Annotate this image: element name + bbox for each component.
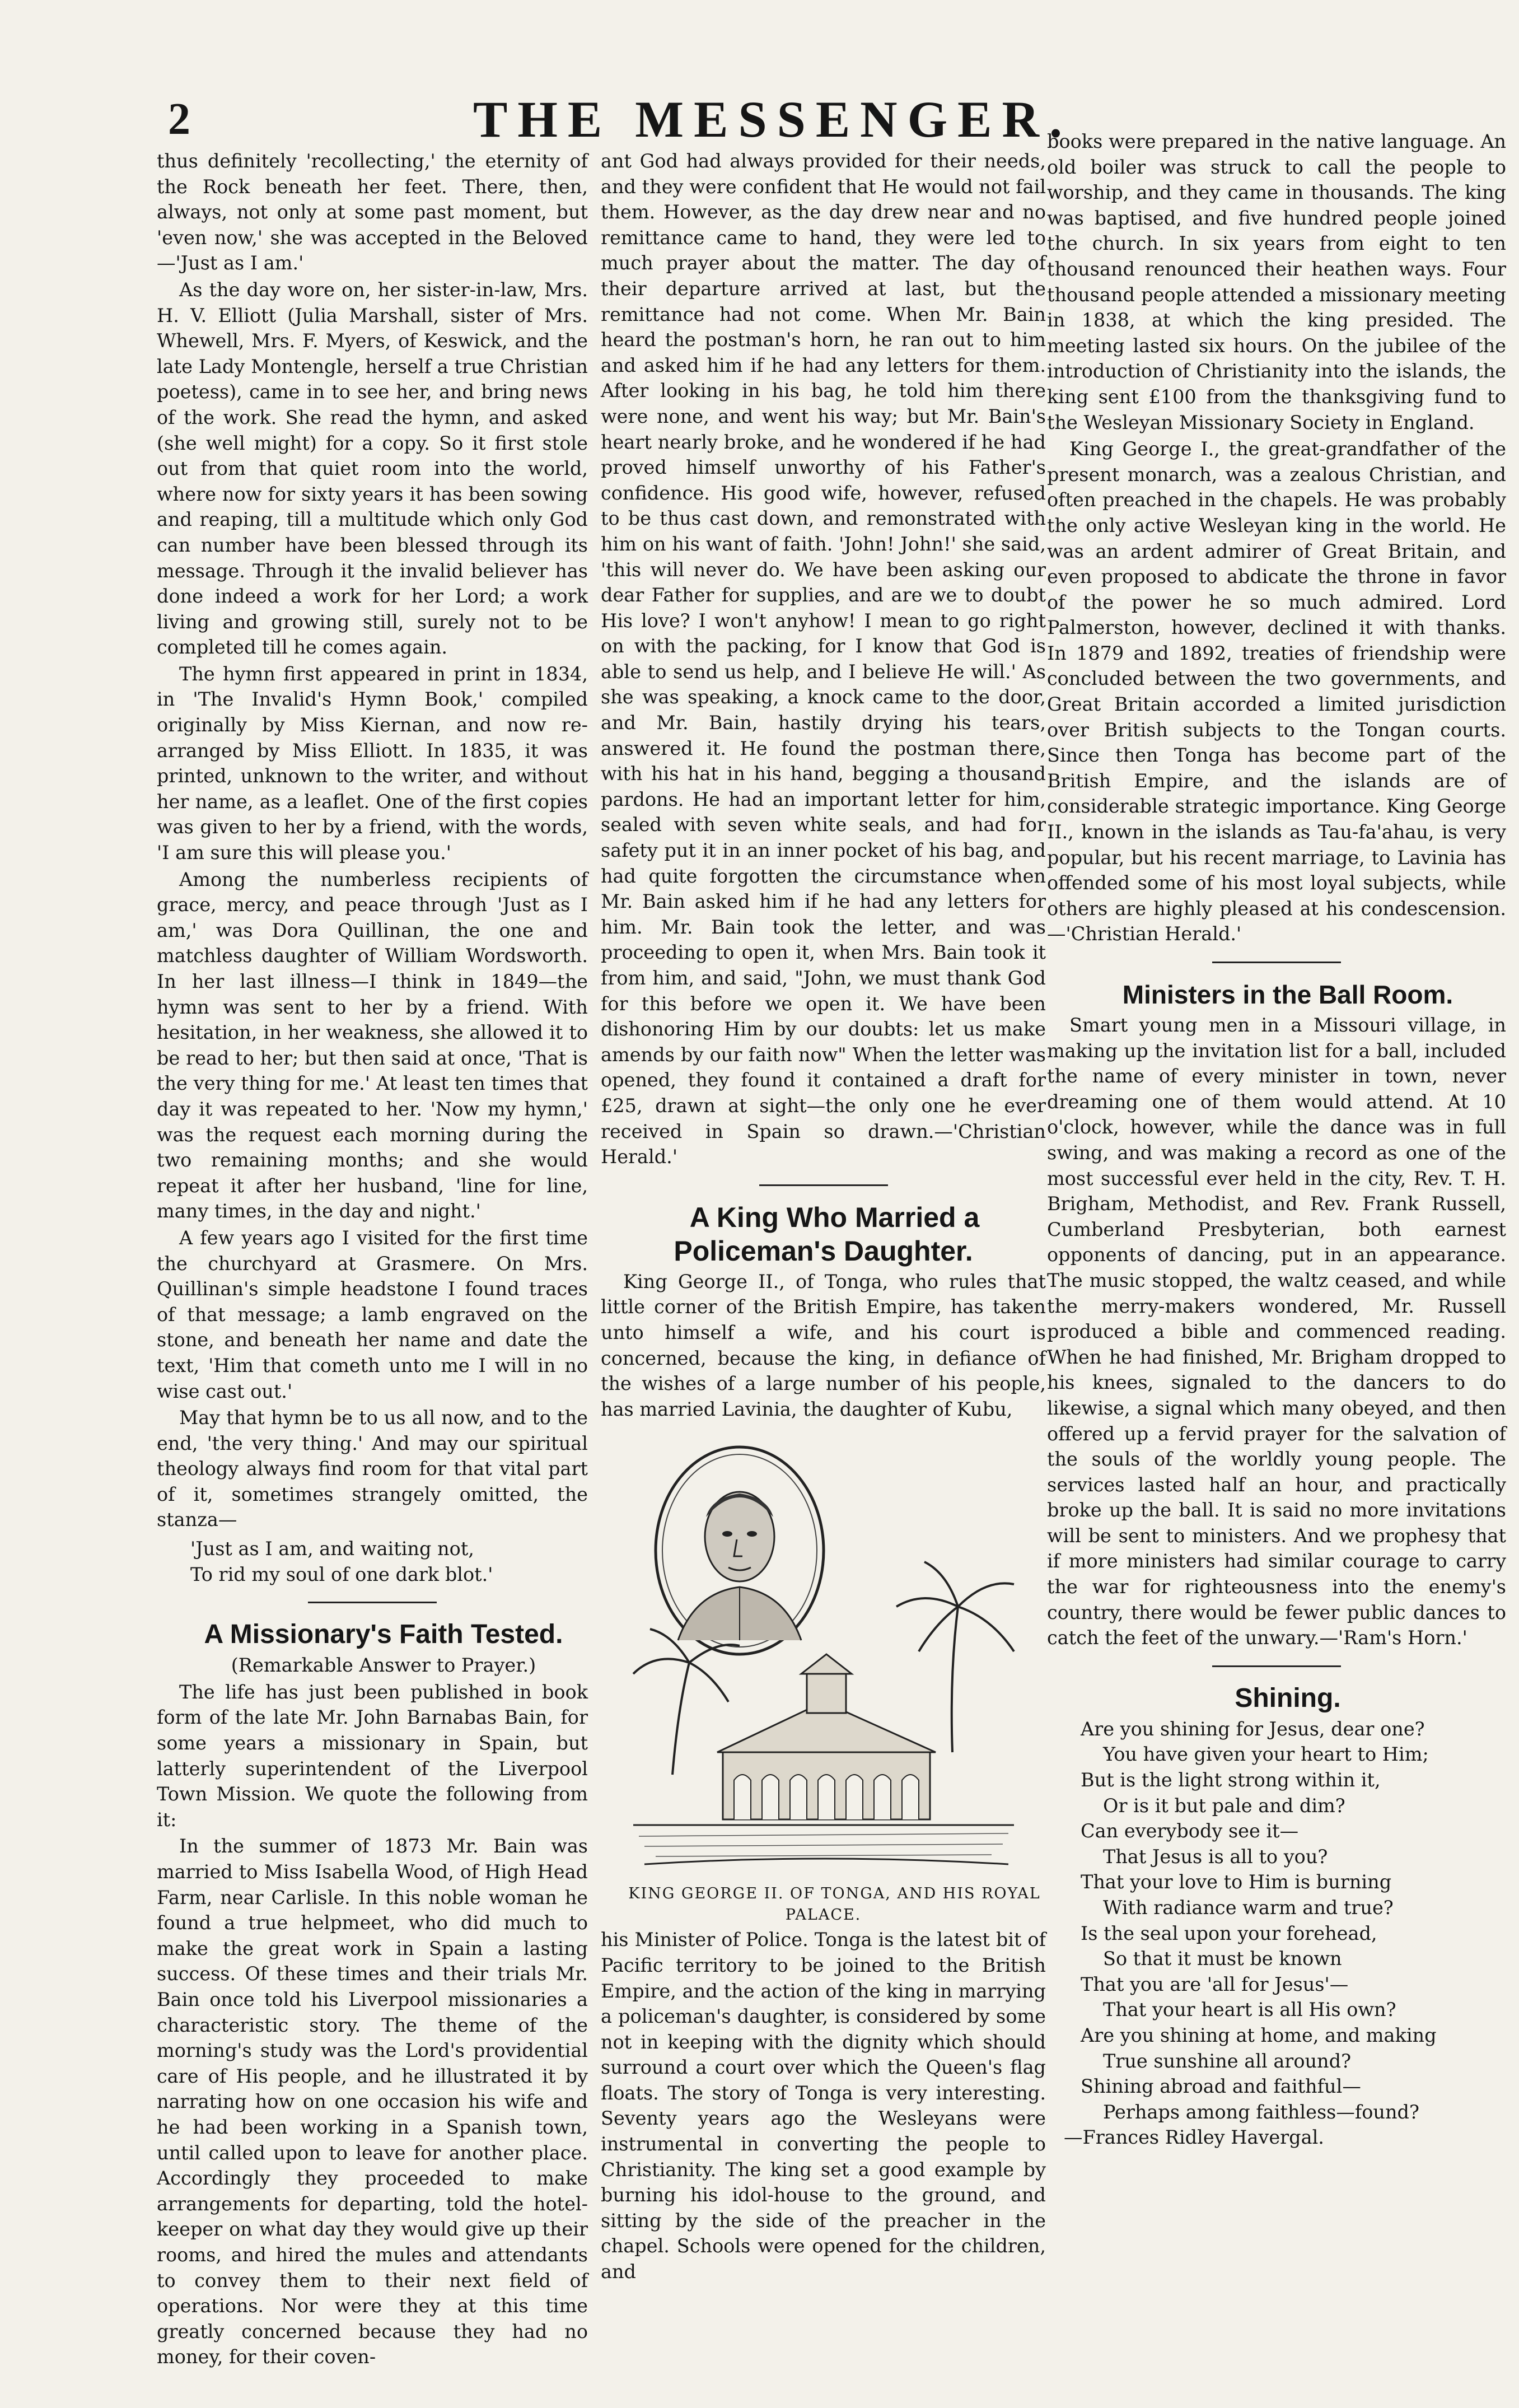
article-headline: Shining.	[1235, 1683, 1341, 1713]
paragraph: May that hymn be to us all now, and to the end, 'the very thing.' And may our spiritual theology always find room for that vital part of it, sometimes strangely omitted, the stanza—	[157, 1407, 588, 1531]
page-number: 2	[168, 95, 190, 144]
section-divider	[1212, 962, 1341, 963]
poem-line: So that it must be known	[1103, 1948, 1342, 1970]
paragraph: King George II., of Tonga, who rules that little corner of the British Empire, has taken unto himself a wife, and his court is concerned, because the king, in defiance of the wishes of a large number of his people, has married Lavinia, the daughter of Kubu,	[601, 1270, 1046, 1420]
paragraph: thus definitely 'recollecting,' the eternity of the Rock beneath her feet. There, then, always, not only at some past moment, but 'even now,' she was accepted in the Beloved—'Just as I am.'	[157, 150, 588, 274]
poem-line: You have given your heart to Him;	[1103, 1743, 1429, 1766]
paragraph: The life has just been published in book form of the late Mr. John Barnabas Bain, for some years a missionary in Spain, but latterly superintendent of the Liverpool Town Mission. We quote the following from it:	[157, 1681, 588, 1831]
paragraph: In the summer of 1873 Mr. Bain was married to Miss Isabella Wood, of High Head Farm, near Carlisle. In this noble woman he found a true helpmeet, who did much to make the great work in Spain a lasting success. Of these times and their trials Mr. Bain once told his Liverpool missionaries a characteristic story. The theme of the morning's study was the Lord's providential care of His people, and he illustrated it by narrating how on one occasion his wife and he had been working in a Spanish town, until called upon to leave for another place. Accordingly they proceeded to make arrangements for departing, told the hotel-keeper on what day they would give up their rooms, and hired the mules and attendants to convey them to their next field of operations. Nor were they at this time greatly concerned because they had no money, for their coven-	[157, 1835, 588, 2368]
paragraph: Smart young men in a Missouri village, in making up the invitation list for a ball, included the name of every minister in town, never dreaming one of them would attend. At 10 o'clock, however, while the dance was in full swing, and was making a record as one of the most successful ever held in the city, Rev. T. H. Brigham, Methodist, and Rev. Frank Russell, Cumberland Presbyterian, both earnest opponents of dancing, put in an appearance. The music stopped, the waltz ceased, and while the merry-makers wondered, Mr. Russell produced a bible and commenced reading. When he had finished, Mr. Brigham dropped to his knees, signaled to the dancers to do likewise, a signal which many obeyed, and then offered up a fervid prayer for the salvation of the souls of the worldly young people. The services lasted half an hour, and practically broke up the ball. It is said no more invitations will be sent to ministers. And we prophesy that if more ministers had similar courage to carry the war for righteousness into the enemy's country, there would be fewer public dances to catch the feet of the unwary.—'Ram's Horn.'	[1047, 1014, 1506, 1649]
article-subhead: (Remarkable Answer to Prayer.)	[231, 1654, 536, 1677]
paragraph: his Minister of Police. Tonga is the latest bit of Pacific territory to be joined to the British Empire, and the action of the king in marrying a policeman's daughter, is considered by some not in keeping with the dignity which should surround a court over which the Queen's flag floats. The story of Tonga is very interesting. Seventy years ago the Wesleyans were instrumental in converting the people to Christianity. The king set a good example by burning his idol-house to the ground, and sitting by the side of the preacher in the chapel. Schools were opened for the children, and	[601, 1929, 1046, 2283]
poem-line: That your heart is all His own?	[1103, 1999, 1396, 2021]
paragraph: The hymn first appeared in print in 1834, in 'The Invalid's Hymn Book,' compiled originally by Miss Kiernan, and now re-arranged by Miss Elliott. In 1835, it was printed, unknown to the writer, and without her name, as a leaflet. One of the first copies was given to her by a friend, with the words, 'I am sure this will please you.'	[157, 662, 588, 864]
engraving-image	[622, 1439, 1025, 1875]
paragraph: As the day wore on, her sister-in-law, Mrs. H. V. Elliott (Julia Marshall, sister of Mrs. Whewell, Mrs. F. Myers, of Keswick, and the late Lady Montengle, herself a true Christian poetess), came in to see her, and bring news of the work. She read the hymn, and asked (she well might) for a copy. So it first stole out from that quiet room into the world, where now for sixty years it has been sowing and reaping, till a multitude which only God can number have been blessed through its message. Through it the invalid believer has done indeed a work for her Lord; a work living and growing still, surely not to be completed till he comes again.	[157, 278, 588, 659]
section-divider	[1212, 1665, 1341, 1667]
paragraph: A few years ago I visited for the first time the churchyard at Grasmere. On Mrs. Quillinan's simple headstone I found traces of that message; a lamb engraved on the stone, and beneath her name and date the text, 'Him that cometh unto me I will in no wise cast out.'	[157, 1226, 588, 1402]
column-2	[601, 148, 1046, 2286]
column-3	[1047, 129, 1506, 2150]
poem-line: Can everybody see it—	[1081, 1820, 1299, 1842]
poem-line: Perhaps among faithless—found?	[1103, 2101, 1419, 2123]
poem-line: That your love to Him is burning	[1081, 1871, 1392, 1893]
poem-line: True sunshine all around?	[1103, 2050, 1352, 2072]
poem-line: Are you shining for Jesus, dear one?	[1081, 1718, 1425, 1740]
section-divider	[308, 1602, 437, 1603]
poem-line: Is the seal upon your forehead,	[1081, 1922, 1377, 1944]
section-divider	[759, 1184, 888, 1186]
article-headline: A King Who Married a Policeman's Daughter.	[674, 1201, 980, 1267]
poem-line: With radiance warm and true?	[1103, 1897, 1394, 1919]
king-illustration	[622, 1439, 1025, 1875]
poem	[1064, 1716, 1506, 2150]
poem-attribution: —Frances Ridley Havergal.	[1064, 2126, 1324, 2149]
hymn-stanza	[190, 1536, 588, 1587]
paragraph: books were prepared in the native language. An old boiler was struck to call the people to worship, and they came in thousands. The king was baptised, and five hundred people joined the church. In six years from eight to ten thousand renounced their heathen ways. Four thousand people attended a missionary meeting in 1838, at which the king presided. The meeting lasted six hours. On the jubilee of the introduction of Christianity into the islands, the king sent £100 from the thanksgiving fund to the Wesleyan Missionary Society in England.	[1047, 130, 1506, 433]
stanza-line: 'Just as I am, and waiting not,	[190, 1538, 474, 1560]
poem-line: Or is it but pale and dim?	[1103, 1794, 1345, 1817]
poem-line: Are you shining at home, and making	[1081, 2024, 1437, 2046]
paragraph: ant God had always provided for their needs, and they were confident that He would not fail them. However, as the day drew near and no remittance came to hand, they were led to much prayer about the matter. The day of their departure arrived at last, but the remittance had not come. When Mr. Bain heard the postman's horn, he ran out to him and asked him if he had any letters for them. After looking in his bag, he told him there were none, and went his way; but Mr. Bain's heart nearly broke, and he wondered if he had proved himself unworthy of his Father's confidence. His good wife, however, refused to be thus cast down, and remonstrated with him on his want of faith. 'John! John!' she said, 'this will never do. We have been asking our dear Father for supplies, and are we to doubt His love? I won't anyhow! I mean to go right on with the packing, for I know that God is able to send us help, and I believe He will.' As she was speaking, a knock came to the door, and Mr. Bain, hastily drying his tears, answered it. He found the postman there, with his hat in his hand, begging a thousand pardons. He had an important letter for him, sealed with seven white seals, and had for safety put it in an inner pocket of his bag, and had quite forgotten the circumstance when Mr. Bain asked him if he had any letters for him. Mr. Bain took the letter, and was proceeding to open it, when Mrs. Bain took it from him, and said, "John, we must thank God for this before we open it. We have been dishonoring Him by our doubts: let us make amends by our faith now" When the letter was opened, they found it contained a draft for £25, drawn at sight—the only one he ever received in Spain so drawn.—'Christian Herald.'	[601, 150, 1046, 1168]
poem-line: Shining abroad and faithful—	[1081, 2075, 1361, 2098]
article-headline: Ministers in the Ball Room.	[1122, 980, 1453, 1009]
paragraph: King George I., the great-grandfather of the present monarch, was a zealous Christian, and often preached in the chapels. He was probably the only active Wesleyan king in the world. He was an ardent admirer of Great Britain, and even proposed to abdicate the throne in favor of the power he so much admired. Lord Palmerston, however, declined it with thanks. In 1879 and 1892, treaties of friendship were concluded between the two governments, and Great Britain accorded a limited jurisdiction over British subjects to the Tongan courts. Since then Tonga has become part of the British Empire, and the islands are of considerable strategic importance. King George II., known in the islands as Tau-fa'ahau, is very popular, but his recent marriage, to Lavinia has offended some of his most loyal subjects, while others are highly pleased at his condescension.—'Christian Herald.'	[1047, 438, 1506, 945]
poem-line: But is the light strong within it,	[1081, 1769, 1381, 1791]
article-headline: A Missionary's Faith Tested.	[204, 1620, 563, 1650]
poem-line: That you are 'all for Jesus'—	[1081, 1973, 1349, 1995]
stanza-line: To rid my soul of one dark blot.'	[190, 1563, 493, 1585]
figure-caption: KING GEORGE II. OF TONGA, AND HIS ROYAL PALACE.	[628, 1885, 1041, 1924]
poem-line: That Jesus is all to you?	[1103, 1845, 1328, 1868]
newspaper-title: THE MESSENGER.	[473, 91, 1072, 148]
paragraph: Among the numberless recipients of grace, mercy, and peace through 'Just as I am,' was Dora Quillinan, the one and matchless daughter of William Wordsworth. In her last illness—I think in 1849—the hymn was sent to her by a friend. With hesitation, in her weakness, she allowed it to be read to her; but then said at once, 'That is the very thing for me.' At least ten times that day it was repeated to her. 'Now my hymn,' was the request each morning during the two remaining months; and she would repeat it after her husband, 'line for line, many times, in the day and night.'	[157, 868, 588, 1222]
column-1	[157, 148, 588, 2371]
